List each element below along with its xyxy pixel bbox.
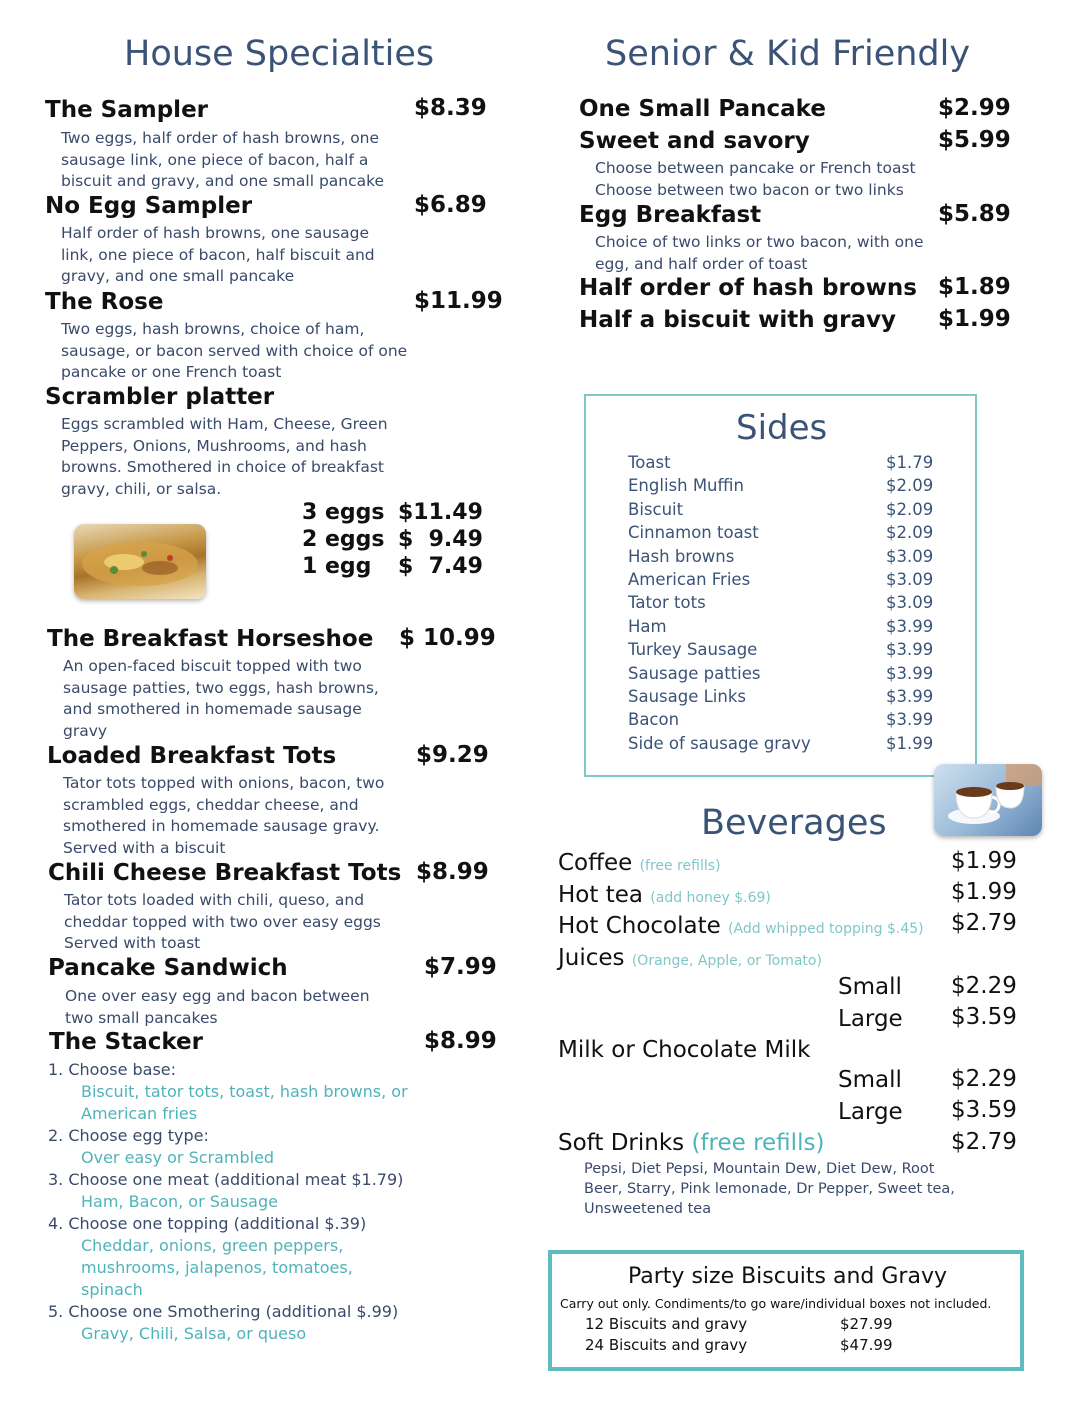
side-item-price: $2.09 — [886, 523, 934, 543]
scrambler-option-price: $11.49 — [398, 500, 483, 525]
item-desc-line: Tator tots loaded with chili, queso, and — [64, 891, 365, 909]
side-item-price: $3.09 — [886, 593, 934, 613]
beverage-label: Hot tea — [558, 882, 643, 908]
side-item-price: $3.99 — [886, 663, 934, 683]
beverage-name — [558, 1130, 824, 1156]
beverage-price: $1.99 — [951, 879, 1017, 905]
item-desc-line: sausage link, one piece of bacon, half a — [61, 150, 369, 169]
item-desc-line: gravy, and one small pancake — [61, 267, 295, 285]
side-item-price: $3.99 — [886, 640, 934, 660]
menu-item-price: $8.39 — [414, 95, 487, 121]
menu-item-name: Half order of hash browns — [579, 275, 917, 301]
item-desc-line: gravy, chili, or salsa. — [61, 479, 222, 498]
item-desc-line: and smothered in homemade sausage — [63, 700, 362, 718]
size-label: Large — [838, 1099, 903, 1125]
side-item-name: Side of sausage gravy — [628, 733, 811, 753]
beverage-price: $2.79 — [951, 910, 1017, 936]
menu-item-price: $8.99 — [416, 859, 489, 885]
side-item-name: English Muffin — [628, 476, 744, 496]
side-item — [628, 710, 948, 729]
size-label: Small — [838, 974, 902, 1000]
item-desc-line: Choose between pancake or French toast — [595, 159, 916, 177]
stacker-step: 1. Choose base: — [48, 1060, 177, 1079]
menu-item-price: $2.99 — [938, 95, 1011, 121]
menu-item-name: Egg Breakfast — [579, 202, 762, 228]
item-desc-line: cheddar topped with two over easy eggs — [64, 912, 381, 931]
stacker-option: Ham, Bacon, or Sausage — [81, 1192, 278, 1211]
item-desc-line: egg, and half order of toast — [595, 254, 808, 273]
stacker-option: Gravy, Chili, Salsa, or queso — [81, 1324, 307, 1343]
menu-item-name: The Breakfast Horseshoe — [47, 626, 374, 652]
side-item-price: $2.09 — [886, 476, 934, 496]
scrambler-option-label: 2 eggs — [302, 527, 385, 552]
item-desc-line: sausage, or bacon served with choice of one — [61, 341, 408, 360]
size-label: Large — [838, 1006, 903, 1032]
side-item-price: $3.09 — [886, 570, 934, 589]
scrambler-option-price: $ 9.49 — [398, 527, 483, 552]
beverage-price: $3.59 — [951, 1097, 1017, 1123]
beverage-name — [558, 945, 822, 971]
sides-box — [584, 394, 977, 777]
stacker-step: 2. Choose egg type: — [48, 1126, 209, 1145]
menu-item-name: Scrambler platter — [45, 384, 275, 410]
item-desc-line: link, one piece of bacon, half biscuit and — [61, 245, 375, 264]
side-item-price: $2.09 — [886, 499, 934, 519]
scrambler-option-price: $ 7.49 — [398, 554, 483, 579]
stacker-option: spinach — [81, 1280, 143, 1299]
beverage-label: Juices — [558, 945, 625, 971]
beverage-label: Hot Chocolate — [558, 913, 721, 939]
side-item-name: Biscuit — [628, 499, 684, 519]
menu-item-name: Pancake Sandwich — [48, 955, 288, 981]
item-desc-line: Two eggs, hash browns, choice of ham, — [61, 320, 365, 338]
side-item — [628, 476, 948, 495]
item-desc-line: Two eggs, half order of hash browns, one — [61, 129, 380, 147]
menu-item-name: Half a biscuit with gravy — [579, 307, 896, 333]
item-desc-line: pancake or one French toast — [61, 363, 282, 381]
menu-item-name: The Sampler — [45, 97, 209, 123]
party-row-label: 24 Biscuits and gravy — [585, 1336, 748, 1354]
side-item — [628, 547, 948, 566]
menu-item-price: $9.29 — [416, 742, 489, 768]
stacker-option: Cheddar, onions, green peppers, — [81, 1236, 344, 1255]
item-desc-line: Choose between two bacon or two links — [595, 180, 904, 199]
side-item — [628, 523, 948, 542]
item-desc-line: gravy — [63, 721, 108, 740]
side-item-name: Cinnamon toast — [628, 523, 759, 543]
item-desc-line: Served with a biscuit — [63, 838, 226, 857]
side-item-name: Ham — [628, 616, 667, 636]
side-item-name: Tator tots — [628, 593, 706, 613]
side-item-name: Sausage patties — [628, 663, 761, 683]
coffee-photo — [934, 764, 1042, 836]
beverage-price: $1.99 — [951, 848, 1017, 874]
side-item-price: $3.09 — [886, 546, 934, 566]
party-row-label: 12 Biscuits and gravy — [585, 1315, 748, 1333]
stacker-option: mushrooms, jalapenos, tomatoes, — [81, 1258, 353, 1277]
scrambler-photo-art — [74, 524, 206, 599]
item-desc-line: two small pancakes — [65, 1008, 218, 1027]
beverage-price: $2.29 — [951, 1066, 1017, 1092]
item-desc-line: smothered in homemade sausage gravy. — [63, 817, 380, 835]
menu-item-name: No Egg Sampler — [45, 193, 253, 219]
beverages-title: Beverages — [701, 803, 887, 843]
side-item-price: $3.99 — [886, 710, 934, 730]
party-row-price: $27.99 — [840, 1315, 893, 1333]
item-desc-line: One over easy egg and bacon between — [65, 987, 370, 1005]
side-item — [628, 664, 948, 683]
menu-item-name: Loaded Breakfast Tots — [47, 743, 337, 769]
party-title: Party size Biscuits and Gravy — [628, 1264, 947, 1289]
party-row-price: $47.99 — [840, 1336, 893, 1354]
soft-drink-list-line: Unsweetened tea — [584, 1201, 712, 1217]
senior-kid-title: Senior & Kid Friendly — [605, 34, 971, 74]
side-item-price: $1.99 — [886, 733, 934, 753]
beverage-name — [558, 913, 924, 939]
beverage-note: (Orange, Apple, or Tomato) — [631, 953, 822, 969]
side-item-price: $3.99 — [886, 687, 934, 706]
side-item — [628, 570, 948, 589]
side-item — [628, 687, 948, 706]
side-item — [628, 500, 948, 519]
menu-item-name: The Stacker — [49, 1029, 204, 1055]
beverage-note: (free refills) — [691, 1130, 825, 1156]
item-desc-line: An open-faced biscuit topped with two — [63, 657, 362, 675]
item-desc-line: Peppers, Onions, Mushrooms, and hash — [61, 436, 367, 455]
beverage-note: (free refills) — [639, 858, 721, 874]
beverage-name — [558, 882, 771, 908]
sides-title: Sides — [736, 408, 828, 448]
beverage-price: $3.59 — [951, 1004, 1017, 1030]
party-size-box — [548, 1250, 1024, 1371]
menu-item-price: $5.99 — [938, 127, 1011, 153]
menu-item-price: $ 10.99 — [399, 625, 496, 651]
item-desc-line: Choice of two links or two bacon, with one — [595, 233, 924, 251]
party-note: Carry out only. Condiments/to go ware/individual boxes not included. — [560, 1296, 992, 1311]
stacker-steps — [48, 1059, 408, 1345]
side-item-price: $1.79 — [886, 453, 934, 472]
soft-drink-list-line: Beer, Starry, Pink lemonade, Dr Pepper, Sweet tea, — [584, 1181, 955, 1197]
stacker-option: American fries — [81, 1104, 198, 1123]
side-item-name: Toast — [628, 453, 671, 472]
side-item — [628, 453, 948, 472]
item-desc-line: sausage patties, two eggs, hash browns, — [63, 678, 379, 697]
menu-item-name: Sweet and savory — [579, 128, 810, 154]
stacker-option: Biscuit, tator tots, toast, hash browns, or — [81, 1082, 408, 1101]
item-desc-line: Tator tots topped with onions, bacon, two — [63, 774, 385, 792]
scrambler-option-label: 3 eggs — [302, 500, 385, 525]
stacker-step: 5. Choose one Smothering (additional $.99) — [48, 1302, 399, 1321]
menu-item-price: $8.99 — [424, 1028, 497, 1054]
beverage-note: (add honey $.69) — [650, 890, 771, 906]
menu-item-price: $5.89 — [938, 201, 1011, 227]
menu-item-price: $7.99 — [424, 954, 497, 980]
side-item-name: Bacon — [628, 710, 680, 730]
soft-drink-list-line: Pepsi, Diet Pepsi, Mountain Dew, Diet Dew, Root — [584, 1161, 935, 1177]
beverage-label: Milk or Chocolate Milk — [558, 1037, 811, 1063]
side-item — [628, 640, 948, 659]
beverage-label: Soft Drinks — [558, 1130, 685, 1156]
side-item — [628, 617, 948, 636]
side-item-name: Turkey Sausage — [628, 640, 758, 660]
menu-item-price: $11.99 — [414, 288, 503, 314]
item-desc-line: scrambled eggs, cheddar cheese, and — [63, 795, 359, 814]
house-specialties-title: House Specialties — [124, 34, 435, 74]
item-desc-line: browns. Smothered in choice of breakfast — [61, 458, 385, 476]
side-item-price: $3.99 — [886, 616, 934, 636]
side-item-name: Hash browns — [628, 546, 735, 566]
beverage-name — [558, 850, 721, 876]
side-item — [628, 593, 948, 612]
beverage-price: $2.79 — [951, 1129, 1017, 1155]
beverage-label: Coffee — [558, 850, 633, 876]
item-desc-line: biscuit and gravy, and one small pancake — [61, 172, 385, 190]
item-desc-line: Half order of hash browns, one sausage — [61, 224, 370, 242]
menu-item-price: $1.99 — [938, 306, 1011, 332]
scrambler-photo — [74, 524, 206, 599]
beverage-note: (Add whipped topping $.45) — [728, 921, 924, 937]
stacker-step: 4. Choose one topping (additional $.39) — [48, 1214, 367, 1233]
menu-item-name: The Rose — [45, 289, 164, 315]
menu-item-price: $6.89 — [414, 192, 487, 218]
side-item-name: American Fries — [628, 570, 751, 589]
item-desc-line: Eggs scrambled with Ham, Cheese, Green — [61, 415, 388, 433]
beverage-price: $2.29 — [951, 973, 1017, 999]
stacker-option: Over easy or Scrambled — [81, 1148, 275, 1167]
menu-item-name: One Small Pancake — [579, 96, 826, 122]
item-desc-line: Served with toast — [64, 934, 201, 952]
side-item-name: Sausage Links — [628, 687, 747, 706]
stacker-step: 3. Choose one meat (additional meat $1.79) — [48, 1170, 404, 1189]
menu-item-price: $1.89 — [938, 274, 1011, 300]
scrambler-option-label: 1 egg — [302, 554, 372, 579]
size-label: Small — [838, 1067, 902, 1093]
menu-item-name: Chili Cheese Breakfast Tots — [48, 860, 402, 886]
side-item — [628, 734, 948, 753]
coffee-cups-art — [934, 764, 1042, 836]
